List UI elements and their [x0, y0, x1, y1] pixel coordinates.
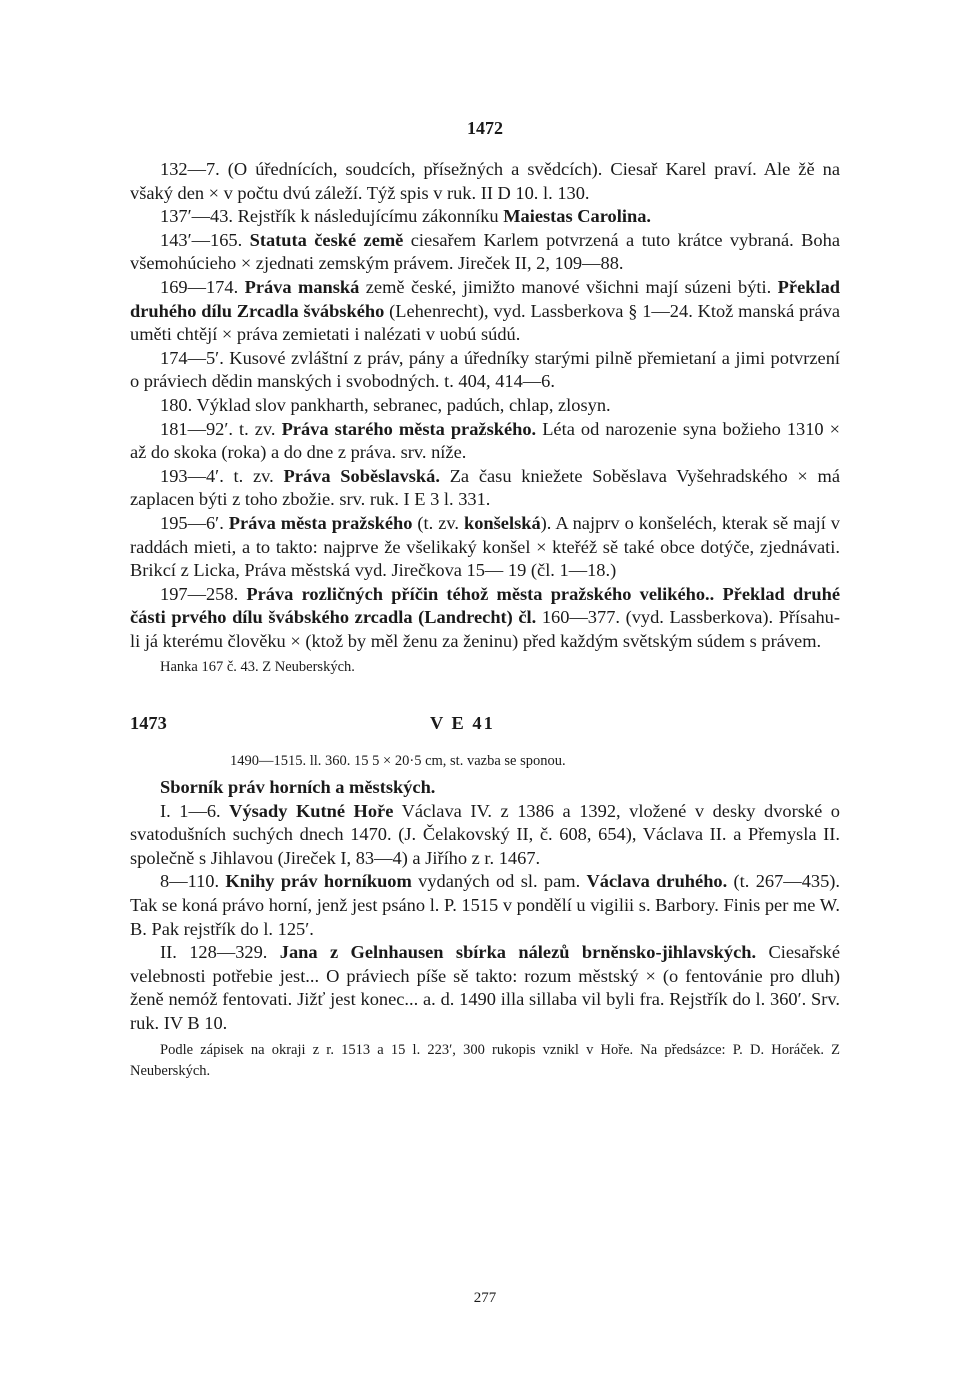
entry-text: 160—377. (vyd. Lassberkova). Přísahu-li já kterému člověku × (ktož by měl ženu za ženinu) před každým světským súdem s právem.	[130, 607, 840, 651]
entry-bold-text: Výsady Kutné Hoře	[229, 800, 394, 821]
entry-paragraph	[130, 347, 840, 394]
entry-paragraph	[130, 276, 840, 347]
document-body	[130, 158, 840, 1082]
entry-text: 180. Výklad slov pankharth, sebranec, padúch, chlap, zlosyn.	[160, 394, 611, 415]
entry-bold-text: Knihy práv horníkuom	[225, 871, 412, 892]
record-meta: 1490—1515. ll. 360. 15 5 × 20·5 cm, st. vazba se sponou.	[230, 753, 566, 770]
entry-paragraph	[130, 941, 840, 1035]
entry-bold-text: Maiestas Carolina.	[503, 206, 651, 227]
entry-bold-text: Práva města pražského	[228, 512, 413, 533]
entry-text: (t. 267—435). Tak se koná právo horní, jenž jest psáno l. P. 1515 v pondělí u vigilii s. Barbory. Finis per me W. B. Pak rejstřík do l. 125′.	[130, 871, 840, 939]
entry-paragraph	[130, 512, 840, 583]
entry-text: 174—5′. Kusové zvláštní z práv, pány a úředníky starými pilně přemietaní a jimi potvrzení o práviech dědin manských i svobodných. t. 404, 414—6.	[130, 347, 840, 392]
entries-block	[130, 158, 840, 653]
entry-text: ciesařem Karlem potvrzená a tuto krátce vybraná. Boha všemohúcieho × zjednati zemským právem. Jireček II, 2, 109—88.	[130, 229, 840, 274]
entry-text: vydaných od sl. pam.	[411, 871, 587, 892]
entry-bold-text: konšelská	[463, 512, 541, 533]
source-note: Hanka 167 č. 43. Z Neuberských.	[160, 659, 355, 676]
entry-paragraph	[130, 800, 840, 871]
entry-text: 193—4′. t. zv.	[160, 465, 284, 486]
entry-text: 137′—43. Rejstřík k následujícímu zákonníku	[160, 206, 504, 227]
entry-bold-text: Václava druhého.	[586, 871, 728, 892]
entry-text: 181—92′. t. zv.	[160, 418, 282, 439]
entry-bold-text: Jana z Gelnhausen sbírka nálezů brněnsko-jihlavských.	[279, 942, 757, 963]
page-header-number: 1472	[467, 118, 503, 138]
entry-paragraph	[130, 583, 840, 654]
record-signature: V E 41	[430, 713, 495, 734]
entry-text: I. 1—6.	[160, 800, 230, 821]
entry-bold-text: Práva manská	[244, 276, 360, 297]
record-heading	[130, 712, 840, 740]
entry-paragraph	[130, 158, 840, 205]
entry-paragraph	[130, 229, 840, 276]
entry-text: (t. zv.	[412, 512, 464, 533]
entry-paragraph	[130, 205, 840, 229]
entry-paragraph	[130, 394, 840, 418]
entry-paragraph	[130, 418, 840, 465]
entries2-block	[130, 800, 840, 1036]
entry-text: Za času kniežete Soběslava Vyšehradského × má zaplacen býti z toho zbožie. srv. ruk. I E 3 l. 331.	[130, 465, 840, 510]
entry-text: 8—110.	[160, 871, 226, 892]
entry-text: (Lehenrecht), vyd. Lassberkova § 1—24. Ktož manská práva uměti chtějí × práva zemietati i nalézati v uobú súdú.	[130, 300, 840, 345]
entry-text: 169—174.	[160, 276, 245, 297]
entry-text: II. 128—329.	[160, 942, 280, 963]
entry-bold-text: Statuta české země	[249, 229, 404, 250]
entry-text: 132—7. (O úřednících, soudcích, přísežných a svědcích). Ciesař Karel praví. Ale žě na všaký den × v počtu dvú záleží. Týž spis v ruk. II D 10. l. 130.	[130, 159, 840, 203]
record-number: 1473	[130, 713, 167, 734]
entry-bold-text: Práva Soběslavská.	[283, 465, 440, 486]
entry-text: 143′—165.	[160, 229, 250, 250]
entry-text: Ciesařské velebnosti potřebie jest... O práviech píše sě takto: rozum městský × (o fentovánie pro dluh) ženě nemóž fentovati. Jižť jest konec... a. d. 1490 illa sillaba vil byli fra. Rejstřík do l. 360′. Srv. ruk. IV B 10.	[130, 942, 840, 1033]
entry-bold-text: Práva rozličných příčin téhož města pražského velikého.. Překlad druhé části prvého dílu švábského zrcadla (Landrecht) čl.	[130, 583, 840, 628]
record-title: Sborník práv horních a městských.	[160, 777, 436, 798]
entry-text: ). A najprv o konšeléch, kterak sě mají v raddách mieti, a to takto: najprve že všelikaký konšel × kteřéž sě také obce dotýče, zjednávati. Brikcí z Licka, Práva městská vyd. Jirečkova 15— 19 (čl. 1—18.)	[130, 512, 840, 581]
folio-number: 277	[473, 1290, 497, 1306]
entry-bold-text: Překlad druhého dílu Zrcadla švábského	[130, 276, 840, 321]
provenance-note: Podle zápisek na okraji z r. 1513 a 15 l. 223′, 300 rukopis vznikl v Hoře. Na předsázce: P. D. Horáček. Z Neuberských.	[130, 1041, 840, 1079]
entry-bold-text: Práva starého města pražského.	[281, 418, 537, 439]
entry-text: 197—258.	[160, 583, 247, 604]
entry-text: Václava IV. z 1386 a 1392, vložené v desky dvorské o svatodušních suchých dnech 1470. (J. Čelakovský II, č. 608, 654), Václava II. a Přemysla II. společně s Jihlavou (Jireček I, 83—4) a Jiřího z r. 1467.	[130, 800, 840, 868]
entry-text: země české, jimižto manové všichni mají súzeni býti.	[359, 276, 778, 297]
entry-paragraph	[130, 870, 840, 941]
entry-text: 195—6′.	[160, 512, 229, 533]
entry-paragraph	[130, 465, 840, 512]
entry-text: Léta od narozenie syna božieho 1310 × až do skoka (roka) a do dne z práva. srv. níže.	[130, 418, 841, 463]
